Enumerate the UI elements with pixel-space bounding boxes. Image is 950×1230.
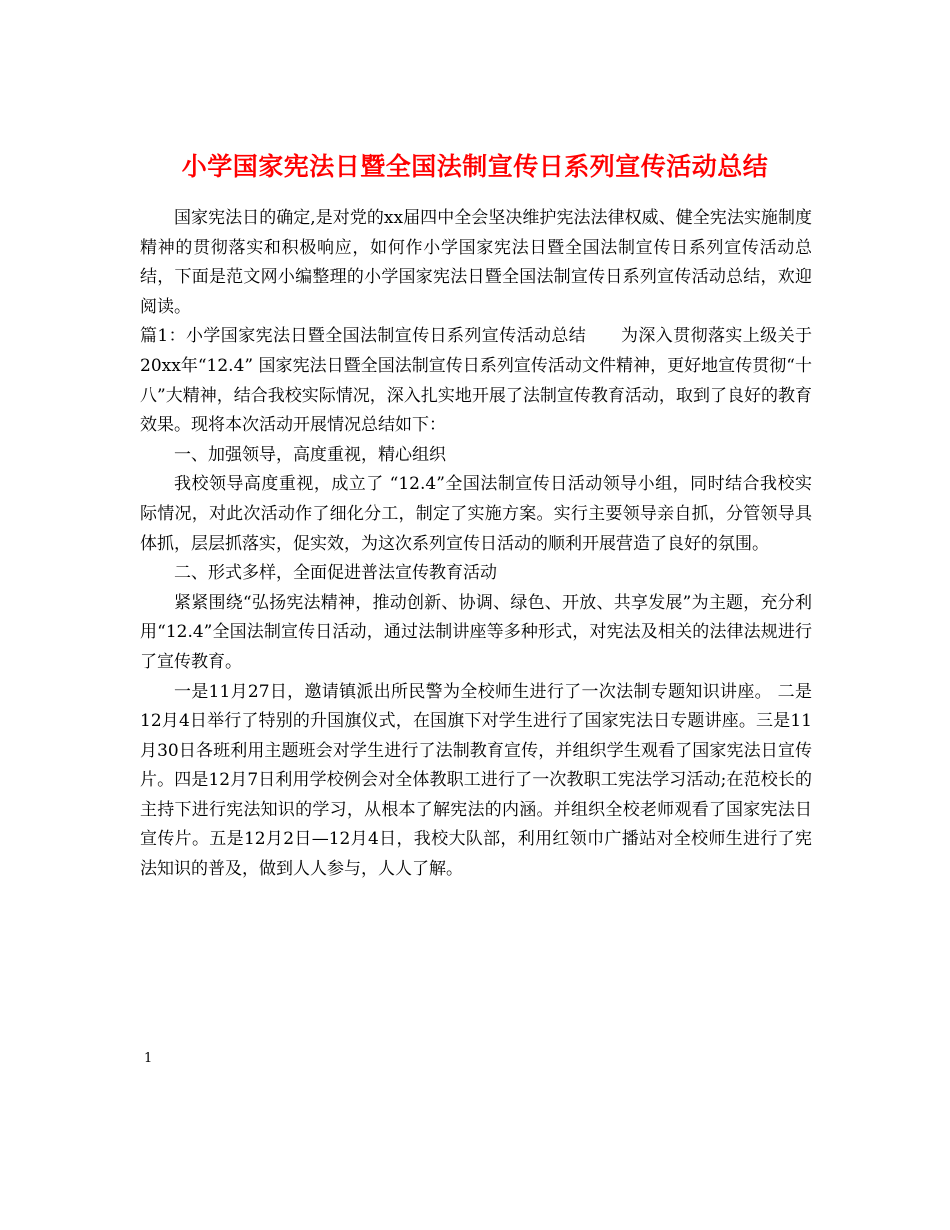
section-heading: 一、加强领导，高度重视，精心组织 — [174, 444, 446, 465]
body-paragraph: 篇1：小学国家宪法日暨全国法制宣传日系列宣传活动总结 为深入贯彻落实上级关于20xx年“12.4” 国家宪法日暨全国法制宣传日系列宣传活动文件精神，更好地宣传贯彻“十八”大精神，结合我校实际情况，深入扎实地开展了法制宣传教育活动，取到了良好的教育效果。现将本次活动开展情况总结如下： — [140, 326, 812, 436]
body-paragraph: 一是11月27日，邀请镇派出所民警为全校师生进行了一次法制专题知识讲座。 二是12月4日举行了特别的升国旗仪式，在国旗下对学生进行了国家宪法日专题讲座。三是11月30日各班利用主题班会对学生进行了法制教育宣传，并组织学生观看了国家宪法日宣传片。四是12月7日利用学校例会对全体教职工进行了一次教职工宪法学习活动;在范校长的主持下进行宪法知识的学习，从根本了解宪法的内涵。并组织全校老师观看了国家宪法日宣传片。五是12月2日—12月4日，我校大队部，利用红领巾广播站对全校师生进行了宪法知识的普及，做到人人参与，人人了解。 — [140, 681, 812, 880]
section-heading: 二、形式多样，全面促进普法宣传教育活动 — [174, 563, 497, 584]
document-title: 小学国家宪法日暨全国法制宣传日系列宣传活动总结 — [181, 151, 769, 181]
document-body — [140, 204, 812, 885]
body-paragraph: 国家宪法日的确定,是对党的xx届四中全会坚决维护宪法法律权威、健全宪法实施制度精神的贯彻落实和积极响应，如何作小学国家宪法日暨全国法制宣传日系列宣传活动总结，下面是范文网小编整理的小学国家宪法日暨全国法制宣传日系列宣传活动总结，欢迎阅读。 — [140, 208, 812, 317]
body-paragraph: 紧紧围绕“弘扬宪法精神，推动创新、协调、绿色、开放、共享发展”为主题，充分利用“12.4”全国法制宣传日活动，通过法制讲座等多种形式，对宪法及相关的法律法规进行了宣传教育。 — [140, 592, 812, 672]
body-paragraph: 我校领导高度重视，成立了 “12.4”全国法制宣传日活动领导小组，同时结合我校实际情况，对此次活动作了细化分工，制定了实施方案。实行主要领导亲自抓，分管领导具体抓，层层抓落实，促实效，为这次系列宣传日活动的顺利开展营造了良好的氛围。 — [140, 474, 812, 554]
page-number: 1 — [144, 1051, 153, 1066]
